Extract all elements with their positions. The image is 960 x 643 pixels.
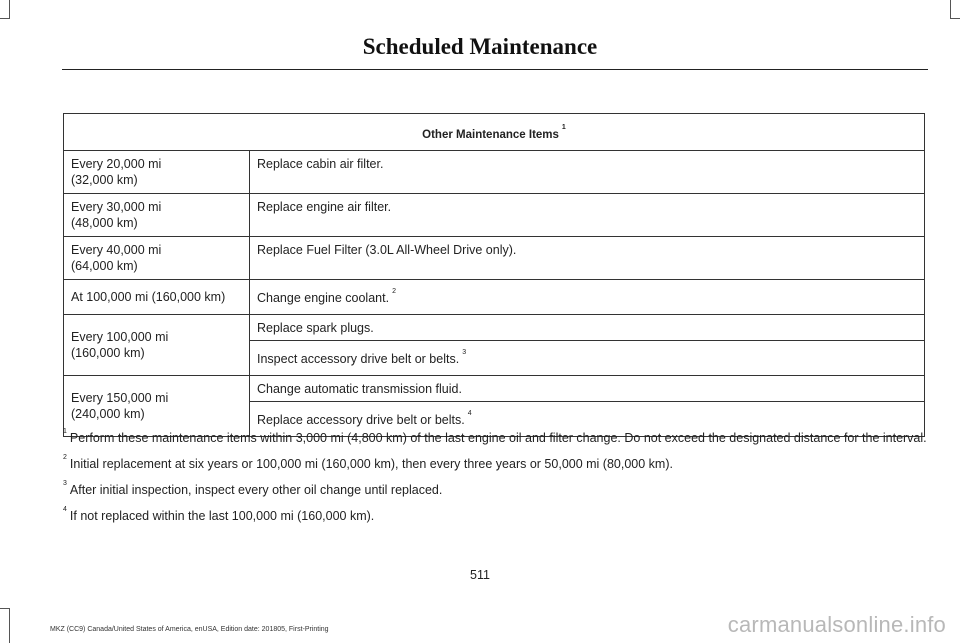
- table-row: [64, 237, 925, 280]
- action-cell: [250, 194, 925, 237]
- footnote-text: Initial replacement at six years or 100,000 mi (160,000 km), then every three years or 50,000 mi (80,000 km).: [69, 457, 673, 472]
- action-text: Replace cabin air filter.: [257, 157, 384, 171]
- action-cell: [250, 315, 925, 341]
- footnote-text: After initial inspection, inspect every other oil change until replaced.: [69, 483, 443, 498]
- crop-mark-bottom-left-h: [0, 608, 10, 609]
- footnote-number: 3: [63, 480, 67, 488]
- action-cell: [250, 237, 925, 280]
- page-title: Scheduled Maintenance: [362, 34, 598, 59]
- action-text: Inspect accessory drive belt or belts.: [257, 352, 460, 367]
- interval-text: Every 20,000 mi (32,000 km): [71, 157, 162, 187]
- footnote-text: Perform these maintenance items within 3,000 mi (4,800 km) of the last engine oil and filter change. Do not exceed the designated distance for the interval.: [69, 431, 927, 446]
- footnote: [63, 479, 929, 499]
- interval-cell: [64, 237, 250, 280]
- interval-cell: [64, 315, 250, 376]
- action-cell: [250, 376, 925, 402]
- title-divider: [62, 69, 928, 70]
- crop-mark-top-right-v: [950, 0, 951, 18]
- interval-text: Every 30,000 mi (48,000 km): [71, 200, 162, 230]
- page-number: 511: [470, 568, 490, 582]
- interval-text: At 100,000 mi (160,000 km): [71, 290, 226, 304]
- table-title: [64, 114, 925, 151]
- action-cell: [250, 280, 925, 315]
- table-row: [64, 376, 925, 402]
- interval-text: Every 40,000 mi (64,000 km): [71, 243, 162, 273]
- crop-mark-top-left-h: [0, 18, 10, 19]
- maintenance-table: [63, 113, 925, 437]
- action-cell: [250, 341, 925, 376]
- action-text: Replace accessory drive belt or belts.: [257, 413, 465, 428]
- footnote: [63, 427, 929, 447]
- table-row: [64, 315, 925, 341]
- crop-mark-bottom-left-v: [9, 608, 10, 643]
- footnote-number: 1: [63, 428, 67, 435]
- action-text: Replace engine air filter.: [257, 200, 392, 214]
- footnote: [63, 505, 929, 525]
- interval-cell: [64, 151, 250, 194]
- footnote: [63, 453, 929, 473]
- table-title-footnote-ref: 1: [561, 123, 566, 131]
- action-text: Change engine coolant.: [257, 291, 390, 306]
- table-header-row: [64, 114, 925, 151]
- footnote-text: If not replaced within the last 100,000 mi (160,000 km).: [69, 509, 375, 524]
- footnotes: [63, 427, 929, 532]
- action-text: Replace spark plugs.: [257, 320, 374, 335]
- table-row: [64, 151, 925, 194]
- action-text: Replace Fuel Filter (3.0L All-Wheel Drive only).: [257, 243, 517, 257]
- interval-cell: [64, 280, 250, 315]
- table-title-text: Other Maintenance Items: [422, 128, 559, 141]
- table-row: [64, 194, 925, 237]
- interval-text: Every 100,000 mi (160,000 km): [71, 330, 169, 360]
- footnote-number: 2: [63, 454, 67, 462]
- footnote-number: 4: [63, 506, 67, 514]
- action-cell: [250, 151, 925, 194]
- watermark: carmanualsonline.info: [727, 612, 946, 637]
- action-footnote-ref: 4: [467, 409, 472, 417]
- crop-mark-top-right-h: [950, 18, 960, 19]
- table-row: [64, 280, 925, 315]
- action-footnote-ref: 2: [392, 287, 396, 295]
- crop-mark-top-left-v: [9, 0, 10, 18]
- action-text: Change automatic transmission fluid.: [257, 381, 462, 396]
- edition-footer: MKZ (CC9) Canada/United States of America, enUSA, Edition date: 201805, First-Printing: [50, 626, 329, 633]
- action-footnote-ref: 3: [462, 348, 467, 356]
- interval-cell: [64, 194, 250, 237]
- interval-text: Every 150,000 mi (240,000 km): [71, 391, 169, 421]
